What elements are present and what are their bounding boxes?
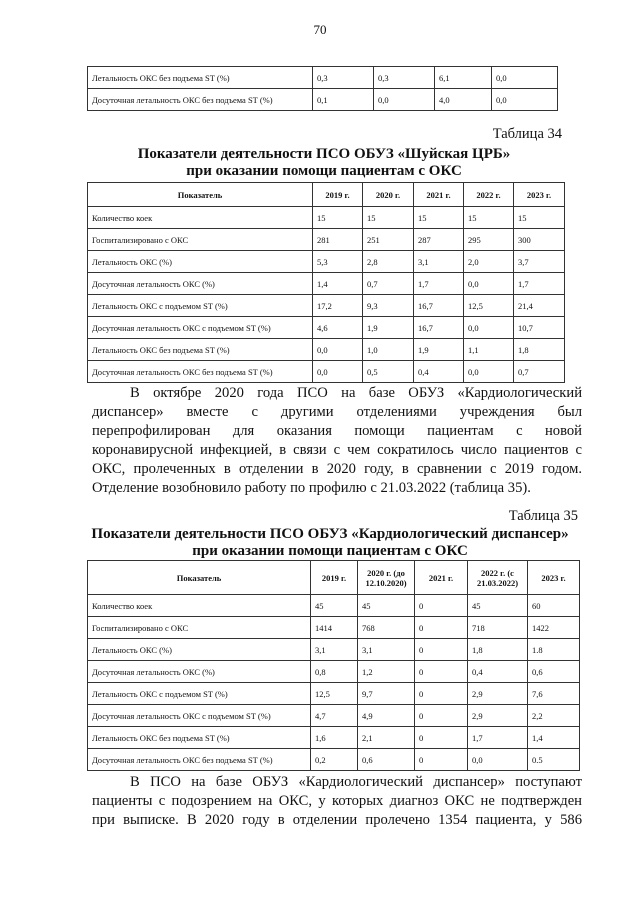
- cell-value: 3,7: [514, 251, 565, 273]
- cell-value: 0: [415, 595, 468, 617]
- cell-value: 9,3: [363, 295, 414, 317]
- row-label: Летальность ОКС с подъемом ST (%): [88, 295, 313, 317]
- cell-value: 0,4: [414, 361, 464, 383]
- cell-value: 1,7: [414, 273, 464, 295]
- cell-value: 1,8: [468, 639, 528, 661]
- table-row: [88, 229, 565, 251]
- cell-value: 1.8: [528, 639, 580, 661]
- cell-value: 2,2: [528, 705, 580, 727]
- cell-value: 0,0: [464, 317, 514, 339]
- cell-value: 0: [415, 749, 468, 771]
- cell-value: 295: [464, 229, 514, 251]
- table-row: [88, 595, 580, 617]
- row-label: Досуточная летальность ОКС (%): [88, 273, 313, 295]
- cell-value: 0,0: [468, 749, 528, 771]
- table-row: [88, 727, 580, 749]
- row-label: Госпитализировано с ОКС: [88, 617, 311, 639]
- cell-value: 7,6: [528, 683, 580, 705]
- cell-value: 300: [514, 229, 565, 251]
- cell-value: 2,9: [468, 683, 528, 705]
- cell-value: 0,6: [528, 661, 580, 683]
- cell-value: 60: [528, 595, 580, 617]
- table35: [87, 560, 580, 771]
- cell-value: 16,7: [414, 317, 464, 339]
- cell-value: 17,2: [313, 295, 363, 317]
- cell-value: 15: [514, 207, 565, 229]
- column-header: 2020 г.: [363, 183, 414, 207]
- cell-value: 2,1: [358, 727, 415, 749]
- cell-value: 4,9: [358, 705, 415, 727]
- row-label: Досуточная летальность ОКС без подъема ST (%): [88, 749, 311, 771]
- cell-value: 0.5: [528, 749, 580, 771]
- cell-value: 0,0: [492, 89, 558, 111]
- row-label: Летальность ОКС с подъемом ST (%): [88, 683, 311, 705]
- cell-value: 0,0: [464, 361, 514, 383]
- cell-value: 21,4: [514, 295, 565, 317]
- column-header: 2022 г.: [464, 183, 514, 207]
- table-row: [88, 705, 580, 727]
- table-row: [88, 661, 580, 683]
- row-label: Летальность ОКС без подъема ST (%): [88, 339, 313, 361]
- table-row: [88, 617, 580, 639]
- paragraph-2: [92, 773, 582, 830]
- row-label: Досуточная летальность ОКС без подъема ST (%): [88, 89, 313, 111]
- cell-value: 16,7: [414, 295, 464, 317]
- cell-value: 12,5: [311, 683, 358, 705]
- cell-value: 0,6: [358, 749, 415, 771]
- column-header: 2019 г.: [311, 561, 358, 595]
- cell-value: 4,7: [311, 705, 358, 727]
- cell-value: 5,3: [313, 251, 363, 273]
- cell-value: 0,5: [363, 361, 414, 383]
- table35-title-line2: при оказании помощи пациентам с ОКС: [192, 543, 468, 559]
- cell-value: 2,9: [468, 705, 528, 727]
- row-label: Досуточная летальность ОКС с подъемом ST (%): [88, 705, 311, 727]
- cell-value: 3,1: [414, 251, 464, 273]
- table34-title: [60, 146, 588, 180]
- row-label: Летальность ОКС (%): [88, 639, 311, 661]
- cell-value: 45: [468, 595, 528, 617]
- cell-value: 1,4: [313, 273, 363, 295]
- cell-value: 15: [414, 207, 464, 229]
- cell-value: 2,0: [464, 251, 514, 273]
- cell-value: 45: [311, 595, 358, 617]
- row-label: Количество коек: [88, 595, 311, 617]
- row-label: Досуточная летальность ОКС с подъемом ST (%): [88, 317, 313, 339]
- table34-label: Таблица 34: [492, 126, 562, 142]
- table-row: [88, 339, 565, 361]
- cell-value: 0: [415, 639, 468, 661]
- cell-value: 1422: [528, 617, 580, 639]
- row-label: Госпитализировано с ОКС: [88, 229, 313, 251]
- cell-value: 10,7: [514, 317, 565, 339]
- cell-value: 1,0: [363, 339, 414, 361]
- table-row: [88, 317, 565, 339]
- paragraph-line: Отделение возобновило работу по профилю с 21.03.2022 (таблица 35).: [92, 480, 531, 496]
- paragraph-line: В ПСО на базе ОБУЗ «Кардиологический диспансер» поступают: [130, 774, 582, 790]
- row-label: Количество коек: [88, 207, 313, 229]
- paragraph-line: при выписке. В 2020 году в отделении пролечено 1354 пациента, у 586: [92, 812, 582, 828]
- row-label: Летальность ОКС без подъема ST (%): [88, 727, 311, 749]
- cell-value: 1,9: [363, 317, 414, 339]
- cell-value: 0,1: [313, 89, 374, 111]
- continued-table: [87, 66, 558, 111]
- cell-value: 0,4: [468, 661, 528, 683]
- table34-title-line1: Показатели деятельности ПСО ОБУЗ «Шуйская ЦРБ»: [137, 146, 511, 162]
- cell-value: 0,7: [514, 361, 565, 383]
- cell-value: 287: [414, 229, 464, 251]
- cell-value: 1414: [311, 617, 358, 639]
- cell-value: 718: [468, 617, 528, 639]
- cell-value: 2,8: [363, 251, 414, 273]
- cell-value: 4,6: [313, 317, 363, 339]
- cell-value: 0: [415, 617, 468, 639]
- row-label: Досуточная летальность ОКС (%): [88, 661, 311, 683]
- paragraph-line: диспансер» вместе с другими отделениями учреждения был: [92, 404, 582, 420]
- row-label: Летальность ОКС (%): [88, 251, 313, 273]
- table-row: [88, 67, 558, 89]
- cell-value: 15: [464, 207, 514, 229]
- table35-label: Таблица 35: [508, 508, 578, 524]
- cell-value: 0,0: [492, 67, 558, 89]
- cell-value: 0,8: [311, 661, 358, 683]
- column-header: Показатель: [88, 183, 313, 207]
- paragraph-line: ОКС, пролеченных в отделении в 2020 году, в сравнении с 2019 годом.: [92, 461, 582, 477]
- cell-value: 15: [363, 207, 414, 229]
- cell-value: 6,1: [435, 67, 492, 89]
- row-label: Досуточная летальность ОКС без подъема ST (%): [88, 361, 313, 383]
- table-row: [88, 683, 580, 705]
- cell-value: 1,1: [464, 339, 514, 361]
- table-row: [88, 207, 565, 229]
- table-row: [88, 273, 565, 295]
- column-header: 2019 г.: [313, 183, 363, 207]
- cell-value: 0: [415, 661, 468, 683]
- cell-value: 4,0: [435, 89, 492, 111]
- column-header: 2021 г.: [414, 183, 464, 207]
- cell-value: 281: [313, 229, 363, 251]
- table-row: [88, 251, 565, 273]
- cell-value: 1,7: [514, 273, 565, 295]
- cell-value: 0,3: [374, 67, 435, 89]
- cell-value: 0,2: [311, 749, 358, 771]
- paragraph-line: В октябре 2020 года ПСО на базе ОБУЗ «Кардиологический: [130, 385, 582, 401]
- table-row: [88, 639, 580, 661]
- table34-title-line2: при оказании помощи пациентам с ОКС: [186, 163, 462, 179]
- cell-value: 12,5: [464, 295, 514, 317]
- cell-value: 1,7: [468, 727, 528, 749]
- cell-value: 1,6: [311, 727, 358, 749]
- paragraph-line: перепрофилирован для оказания помощи пациентам с новой: [92, 423, 582, 439]
- table34: [87, 182, 565, 383]
- column-header: Показатель: [88, 561, 311, 595]
- cell-value: 0: [415, 727, 468, 749]
- page-number: 70: [313, 22, 327, 37]
- paragraph-1: [92, 384, 582, 498]
- column-header: 2023 г.: [528, 561, 580, 595]
- column-header: 2023 г.: [514, 183, 565, 207]
- cell-value: 3,1: [358, 639, 415, 661]
- table35-title: [60, 526, 600, 560]
- column-header: 2021 г.: [415, 561, 468, 595]
- table35-title-line1: Показатели деятельности ПСО ОБУЗ «Кардиологический диспансер»: [91, 526, 569, 542]
- paragraph-line: коронавирусной инфекцией, в связи с чем сократилось число пациентов с: [92, 442, 582, 458]
- cell-value: 1,4: [528, 727, 580, 749]
- cell-value: 1,9: [414, 339, 464, 361]
- cell-value: 1,2: [358, 661, 415, 683]
- cell-value: 9,7: [358, 683, 415, 705]
- cell-value: 15: [313, 207, 363, 229]
- table-row: [88, 749, 580, 771]
- cell-value: 0,0: [374, 89, 435, 111]
- cell-value: 0,0: [313, 339, 363, 361]
- cell-value: 251: [363, 229, 414, 251]
- cell-value: 0,3: [313, 67, 374, 89]
- cell-value: 1,8: [514, 339, 565, 361]
- column-header: 2022 г. (с 21.03.2022): [468, 561, 528, 595]
- row-label: Летальность ОКС без подъема ST (%): [88, 67, 313, 89]
- paragraph-line: пациенты с подозрением на ОКС, у которых диагноз ОКС не подтвержден: [92, 793, 582, 809]
- table-row: [88, 361, 565, 383]
- cell-value: 45: [358, 595, 415, 617]
- cell-value: 3,1: [311, 639, 358, 661]
- cell-value: 0,7: [363, 273, 414, 295]
- cell-value: 0: [415, 705, 468, 727]
- cell-value: 0,0: [464, 273, 514, 295]
- table-row: [88, 295, 565, 317]
- table-row: [88, 89, 558, 111]
- cell-value: 0: [415, 683, 468, 705]
- cell-value: 768: [358, 617, 415, 639]
- column-header: 2020 г. (до 12.10.2020): [358, 561, 415, 595]
- cell-value: 0,0: [313, 361, 363, 383]
